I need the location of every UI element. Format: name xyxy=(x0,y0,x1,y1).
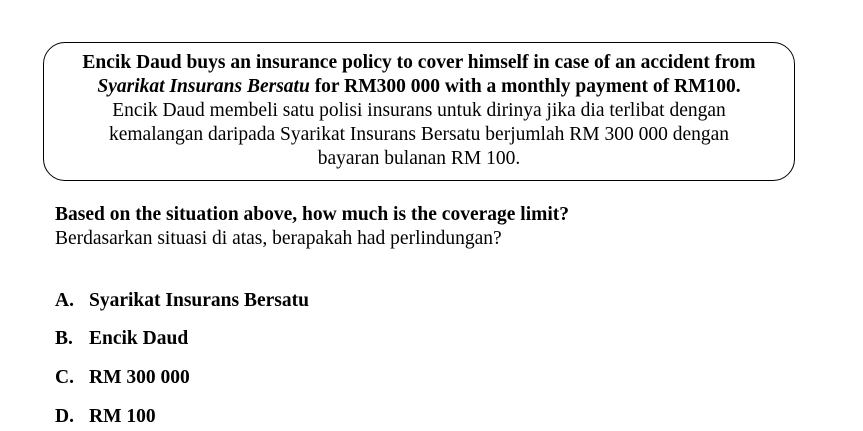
scenario-malay-line-3: bayaran bulanan RM 100. xyxy=(317,148,521,169)
option-b-text: Encik Daud xyxy=(89,328,189,349)
option-d-text: RM 100 xyxy=(89,406,156,427)
option-b[interactable] xyxy=(55,327,188,351)
scenario-english-line-2-rest: for RM300 000 with a monthly payment of RM100. xyxy=(309,76,741,97)
scenario-english-line-1: Encik Daud buys an insurance policy to cover himself in case of an accident from xyxy=(82,52,756,73)
option-d-letter: D. xyxy=(55,406,74,427)
option-c-text: RM 300 000 xyxy=(89,367,190,388)
scenario-box xyxy=(43,42,795,181)
option-a[interactable] xyxy=(55,289,309,313)
option-c-letter: C. xyxy=(55,367,74,388)
option-d[interactable] xyxy=(55,405,156,429)
question xyxy=(55,203,569,251)
option-a-text: Syarikat Insurans Bersatu xyxy=(89,290,309,311)
company-name: Syarikat Insurans Bersatu xyxy=(97,76,310,97)
scenario-malay-line-1: Encik Daud membeli satu polisi insurans untuk dirinya jika dia terlibat dengan xyxy=(112,100,726,121)
question-english: Based on the situation above, how much is the coverage limit? xyxy=(55,204,570,225)
option-c[interactable] xyxy=(55,366,190,390)
option-b-letter: B. xyxy=(55,328,73,349)
scenario-english-line-2 xyxy=(44,75,794,99)
scenario-malay-line-2: kemalangan daripada Syarikat Insurans Bersatu berjumlah RM 300 000 dengan xyxy=(108,124,730,145)
question-malay: Berdasarkan situasi di atas, berapakah had perlindungan? xyxy=(55,228,502,249)
option-a-letter: A. xyxy=(55,290,74,311)
